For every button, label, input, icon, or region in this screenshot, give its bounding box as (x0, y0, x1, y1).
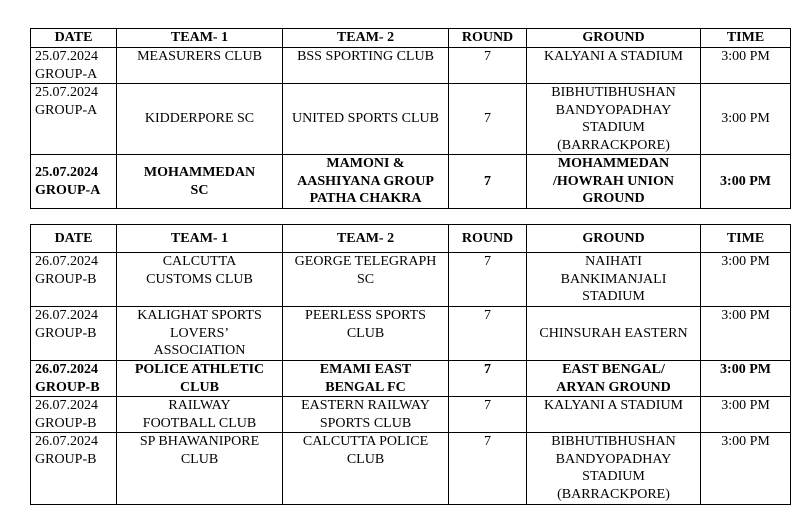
date-cell (31, 433, 117, 505)
ground-cell: KALYANI A STADIUM (527, 397, 701, 433)
table-row (31, 397, 791, 433)
ground-cell: BIBHUTIBHUSHAN BANDYOPADHAY STADIUM (BARRACKPORE) (527, 84, 701, 155)
team-1-cell: RAILWAY FOOTBALL CLUB (117, 397, 283, 433)
team-2-cell: MAMONI & AASHIYANA GROUP PATHA CHAKRA (283, 155, 449, 209)
team-1-cell: MEASURERS CLUB (117, 48, 283, 84)
time-cell: 3:00 PM (701, 361, 791, 397)
team-1-cell: MOHAMMEDAN SC (117, 155, 283, 209)
match-date: 25.07.2024 (35, 49, 98, 64)
header-ground: GROUND (527, 225, 701, 253)
time-cell: 3:00 PM (701, 433, 791, 505)
header-time: TIME (701, 225, 791, 253)
header-time: TIME (701, 29, 791, 48)
table-row (31, 361, 791, 397)
team-2-cell: EASTERN RAILWAY SPORTS CLUB (283, 397, 449, 433)
round-cell: 7 (449, 155, 527, 209)
match-group: GROUP-B (35, 271, 97, 287)
header-round: ROUND (449, 225, 527, 253)
time-cell: 3:00 PM (701, 84, 791, 155)
ground-cell: EAST BENGAL/ ARYAN GROUND (527, 361, 701, 397)
table-row (31, 307, 791, 361)
match-group: GROUP-A (35, 66, 98, 82)
time-cell: 3:00 PM (701, 397, 791, 433)
header-team-2: TEAM- 2 (283, 29, 449, 48)
date-cell (31, 155, 117, 209)
team-2-cell: UNITED SPORTS CLUB (283, 84, 449, 155)
team-2-cell: PEERLESS SPORTS CLUB (283, 307, 449, 361)
header-ground: GROUND (527, 29, 701, 48)
table-header-row (31, 225, 791, 253)
match-date: 26.07.2024 (35, 308, 98, 323)
team-1-cell: POLICE ATHLETIC CLUB (117, 361, 283, 397)
time-cell: 3:00 PM (701, 48, 791, 84)
header-date: DATE (31, 225, 117, 253)
table-row (31, 155, 791, 209)
ground-cell: CHINSURAH EASTERN (527, 307, 701, 361)
match-group: GROUP-A (35, 182, 101, 198)
time-cell: 3:00 PM (701, 307, 791, 361)
round-cell: 7 (449, 48, 527, 84)
team-1-cell: KIDDERPORE SC (117, 84, 283, 155)
fixtures-table-group-a (30, 28, 791, 209)
round-cell: 7 (449, 307, 527, 361)
ground-cell: MOHAMMEDAN /HOWRAH UNION GROUND (527, 155, 701, 209)
team-2-cell: GEORGE TELEGRAPH SC (283, 253, 449, 307)
match-date: 26.07.2024 (35, 254, 98, 269)
date-cell (31, 48, 117, 84)
match-date: 26.07.2024 (35, 362, 98, 377)
match-date: 26.07.2024 (35, 398, 98, 413)
date-cell (31, 361, 117, 397)
ground-cell: BIBHUTIBHUSHAN BANDYOPADHAY STADIUM (BARRACKPORE) (527, 433, 701, 505)
team-1-cell: KALIGHAT SPORTS LOVERS’ ASSOCIATION (117, 307, 283, 361)
team-2-cell: CALCUTTA POLICE CLUB (283, 433, 449, 505)
match-date: 25.07.2024 (35, 165, 98, 180)
header-round: ROUND (449, 29, 527, 48)
round-cell: 7 (449, 84, 527, 155)
match-group: GROUP-B (35, 415, 97, 431)
header-date: DATE (31, 29, 117, 48)
table-row (31, 84, 791, 155)
time-cell: 3:00 PM (701, 253, 791, 307)
date-cell (31, 84, 117, 155)
table-row (31, 433, 791, 505)
date-cell (31, 253, 117, 307)
team-2-cell: BSS SPORTING CLUB (283, 48, 449, 84)
match-group: GROUP-B (35, 325, 97, 341)
ground-cell: KALYANI A STADIUM (527, 48, 701, 84)
header-team-2: TEAM- 2 (283, 225, 449, 253)
date-cell (31, 397, 117, 433)
match-date: 26.07.2024 (35, 434, 98, 449)
date-cell (31, 307, 117, 361)
fixtures-table-group-b (30, 224, 791, 505)
table-header-row (31, 29, 791, 48)
team-2-cell: EMAMI EAST BENGAL FC (283, 361, 449, 397)
team-1-cell: CALCUTTA CUSTOMS CLUB (117, 253, 283, 307)
time-cell: 3:00 PM (701, 155, 791, 209)
ground-cell: NAIHATI BANKIMANJALI STADIUM (527, 253, 701, 307)
match-group: GROUP-B (35, 379, 100, 395)
table-row (31, 48, 791, 84)
match-date: 25.07.2024 (35, 85, 98, 100)
team-1-cell: SP BHAWANIPORE CLUB (117, 433, 283, 505)
round-cell: 7 (449, 433, 527, 505)
match-group: GROUP-A (35, 102, 98, 118)
header-team-1: TEAM- 1 (117, 225, 283, 253)
round-cell: 7 (449, 253, 527, 307)
match-group: GROUP-B (35, 451, 97, 467)
round-cell: 7 (449, 361, 527, 397)
table-row (31, 253, 791, 307)
round-cell: 7 (449, 397, 527, 433)
header-team-1: TEAM- 1 (117, 29, 283, 48)
